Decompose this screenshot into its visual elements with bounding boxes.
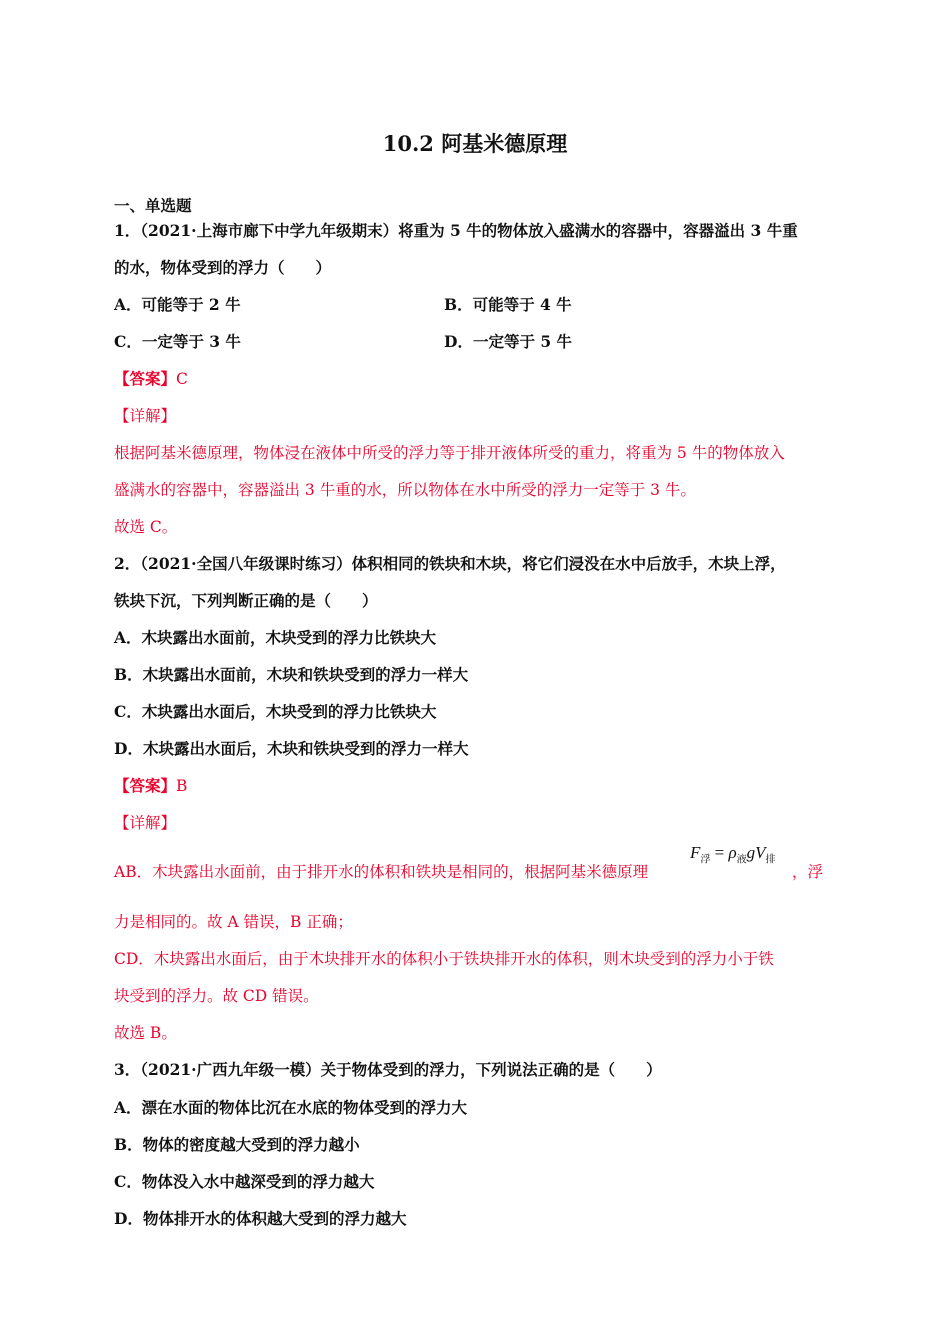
q2-stem-line1: 2．（2021·全国八年级课时练习）体积相同的铁块和木块，将它们浸没在水中后放手，木块上浮，: [114, 554, 786, 573]
q2-option-a: A．木块露出水面前，木块受到的浮力比铁块大: [114, 628, 437, 647]
q2-explanation-line3: CD．木块露出水面后，由于木块排开水的体积小于铁块排开水的体积，则木块受到的浮力小于铁: [114, 950, 774, 968]
q1-explanation-line2: 盛满水的容器中，容器溢出 3 牛重的水，所以物体在水中所受的浮力一定等于 3 牛。: [114, 481, 696, 499]
q2-explanation-line1-end: ，浮: [792, 863, 824, 881]
formula-eq: =: [710, 843, 729, 862]
formula-f-sub: 浮: [700, 854, 711, 866]
q1-stem-line1: 1．（2021·上海市廊下中学九年级期末）将重为 5 牛的物体放入盛满水的容器中，容器溢出 3 牛重: [114, 221, 798, 240]
q2-explanation-line2: 力是相同的。故 A 错误，B 正确；: [114, 913, 353, 931]
q2-explanation-line5: 故选 B。: [114, 1024, 177, 1042]
q3-option-a: A．漂在水面的物体比沉在水底的物体受到的浮力大: [114, 1098, 468, 1117]
q3-option-d: D．物体排开水的体积越大受到的浮力越大: [114, 1209, 407, 1228]
q3-stem-line1: 3．（2021·广西九年级一模）关于物体受到的浮力，下列说法正确的是（ ）: [114, 1060, 662, 1079]
q1-option-c: C．一定等于 3 牛: [114, 332, 241, 351]
formula-rho: ρ: [728, 843, 737, 862]
q3-option-c: C．物体没入水中越深受到的浮力越大: [114, 1172, 375, 1191]
q1-option-d: D．一定等于 5 牛: [444, 332, 573, 351]
q1-answer: [114, 367, 188, 389]
formula-f: F: [690, 843, 701, 862]
formula-rho-sub: 液: [736, 854, 747, 866]
formula-gv: gV: [746, 843, 766, 862]
page-title: 10.2 阿基米德原理: [382, 131, 568, 156]
q1-stem-line2: 的水，物体受到的浮力（ ）: [114, 258, 332, 277]
q2-option-b: B．木块露出水面前，木块和铁块受到的浮力一样大: [114, 665, 469, 684]
q1-answer-tag: 【答案】: [114, 369, 177, 388]
section-heading: 一、单选题: [114, 196, 192, 215]
q2-answer-tag: 【答案】: [114, 776, 177, 795]
q3-option-b: B．物体的密度越大受到的浮力越小: [114, 1135, 360, 1154]
q2-detail-tag: 【详解】: [114, 814, 177, 832]
buoyancy-formula: [690, 843, 776, 865]
q2-option-d: D．木块露出水面后，木块和铁块受到的浮力一样大: [114, 739, 469, 758]
q2-answer-value: B: [176, 777, 188, 795]
q1-answer-value: C: [176, 370, 188, 388]
q2-explanation-line4: 块受到的浮力。故 CD 错误。: [114, 987, 319, 1005]
q2-answer: [114, 774, 187, 796]
formula-v-sub: 排: [765, 854, 776, 866]
q2-explanation-line1: AB．木块露出水面前，由于排开水的体积和铁块是相同的，根据阿基米德原理: [114, 863, 649, 881]
q1-option-b: B．可能等于 4 牛: [444, 295, 572, 314]
q1-explanation-line1: 根据阿基米德原理，物体浸在液体中所受的浮力等于排开液体所受的重力，将重为 5 牛的物体放入: [114, 444, 785, 462]
q1-detail-tag: 【详解】: [114, 407, 177, 425]
q2-stem-line2: 铁块下沉，下列判断正确的是（ ）: [114, 591, 378, 610]
q1-explanation-line3: 故选 C。: [114, 518, 178, 536]
q2-option-c: C．木块露出水面后，木块受到的浮力比铁块大: [114, 702, 437, 721]
q1-option-a: A．可能等于 2 牛: [114, 295, 241, 314]
